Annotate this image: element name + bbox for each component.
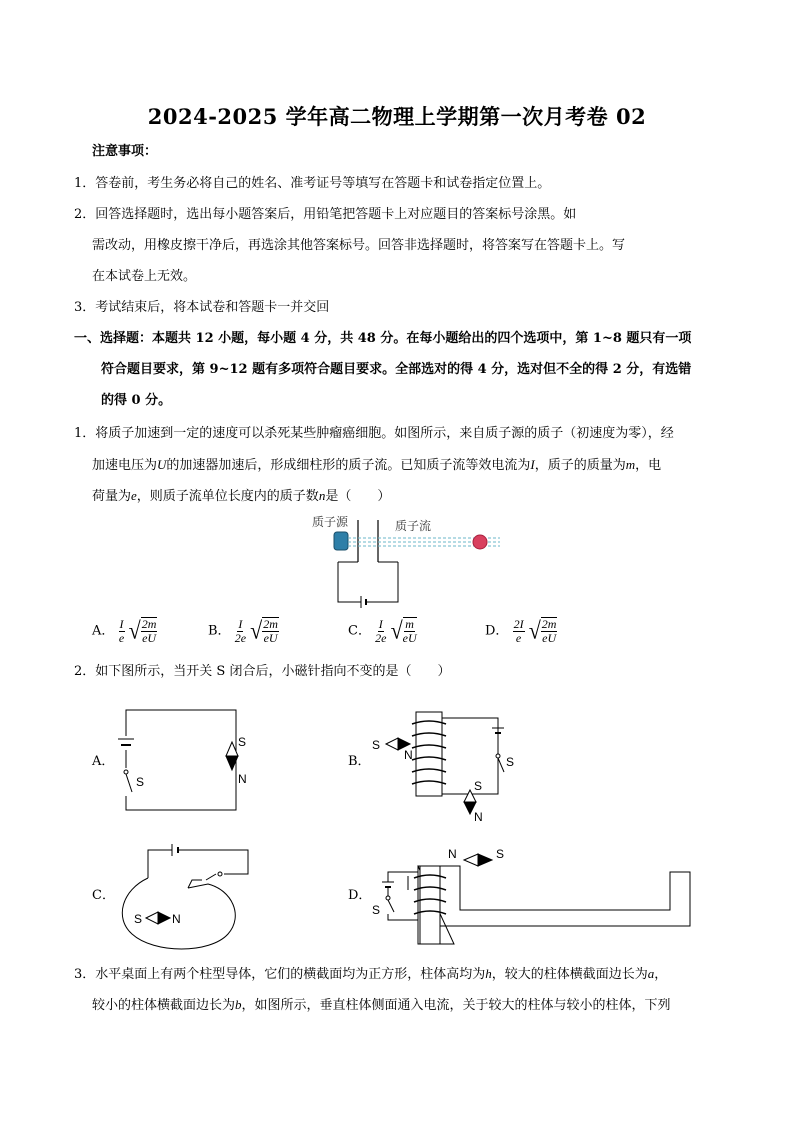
notice-item-3: 3．考试结束后，将本试卷和答题卡一并交回	[74, 300, 330, 315]
svg-text:S: S	[136, 775, 145, 789]
svg-text:S: S	[238, 735, 247, 749]
q2-diagram-b	[368, 706, 528, 826]
notice-item-1: 1．答卷前，考生务必将自己的姓名、准考证号等填写在答题卡和试卷指定位置上。	[74, 176, 551, 191]
notice-item-2-cont2: 在本试卷上无效。	[92, 269, 197, 284]
proton-source-icon	[334, 532, 348, 550]
notice-item-2: 2．回答选择题时，选出每小题答案后，用铅笔把答题卡上对应题目的答案标号涂黑。如	[74, 207, 577, 222]
svg-text:N: N	[238, 772, 247, 786]
q3-line-2: 较小的柱体横截面边长为b，如图所示，垂直柱体侧面通入电流，关于较大的柱体与较小的柱体，下列	[92, 997, 671, 1013]
svg-text:S: S	[496, 847, 505, 861]
q1-proton-figure	[300, 512, 510, 607]
q2-option-c-label[interactable]: C．	[92, 888, 115, 903]
q2-diagram-c	[112, 838, 262, 953]
exam-title: 2024-2025 学年高二物理上学期第一次月考卷 02	[147, 104, 647, 129]
q2-stem: 2．如下图所示，当开关 S 闭合后，小磁针指向不变的是（ ）	[74, 664, 451, 679]
notice-heading: 注意事项：	[92, 144, 158, 159]
svg-text:N: N	[172, 912, 181, 926]
section1-line-2: 符合题目要求，第 9~12 题有多项符合题目要求。全部选对的得 4 分，选对但不全的得 2 分，有选错	[101, 362, 692, 377]
svg-text:S: S	[474, 779, 483, 793]
section1-line-1: 一、选择题：本题共 12 小题，每小题 4 分，共 48 分。在每小题给出的四个选项中，第 1~8 题只有一项	[74, 331, 692, 346]
proton-source-label: 质子源	[312, 515, 349, 529]
svg-text:S: S	[372, 903, 381, 917]
q2-diagram-a	[112, 706, 252, 816]
svg-text:N: N	[404, 748, 413, 762]
svg-text:N: N	[474, 810, 483, 824]
section1-line-3: 的得 0 分。	[101, 393, 172, 408]
q2-option-b-label[interactable]: B．	[348, 754, 371, 769]
q1-line-1: 1．将质子加速到一定的速度可以杀死某些肿瘤癌细胞。如图所示，来自质子源的质子（初速度为零），经	[74, 426, 674, 441]
q1-option-a[interactable]: A． $\frac{I}{e}$ √ $\frac{2m}{eU}$	[92, 616, 157, 645]
q1-line-2: 加速电压为U的加速器加速后，形成细柱形的质子流。已知质子流等效电流为I，质子的质量为m，电	[92, 457, 662, 473]
svg-text:S: S	[134, 912, 143, 926]
cancer-cell-icon	[473, 535, 487, 549]
q1-option-c[interactable]: C． $\frac{I}{2e}$ √ $\frac{m}{eU}$	[348, 616, 417, 645]
q1-option-d[interactable]: D． $\frac{2I}{e}$ √ $\frac{2m}{eU}$	[485, 616, 557, 645]
svg-text:N: N	[448, 847, 457, 861]
q3-line-1: 3．水平桌面上有两个柱型导体，它们的横截面均为正方形，柱体高均为h，较大的柱体横截面边长为a，	[74, 966, 668, 982]
q2-diagram-d	[368, 840, 708, 960]
svg-text:S: S	[506, 755, 515, 769]
q1-line-3: 荷量为e，则质子流单位长度内的质子数n是（ ）	[92, 488, 391, 504]
svg-text:S: S	[372, 738, 381, 752]
notice-item-2-cont: 需改动，用橡皮擦干净后，再选涂其他答案标号。回答非选择题时，将答案写在答题卡上。写	[92, 238, 626, 253]
proton-stream-label: 质子流	[395, 519, 432, 533]
q2-option-d-label[interactable]: D．	[348, 888, 372, 903]
q2-option-a-label[interactable]: A．	[92, 754, 115, 769]
q1-option-b[interactable]: B． $\frac{I}{2e}$ √ $\frac{2m}{eU}$	[208, 616, 278, 645]
